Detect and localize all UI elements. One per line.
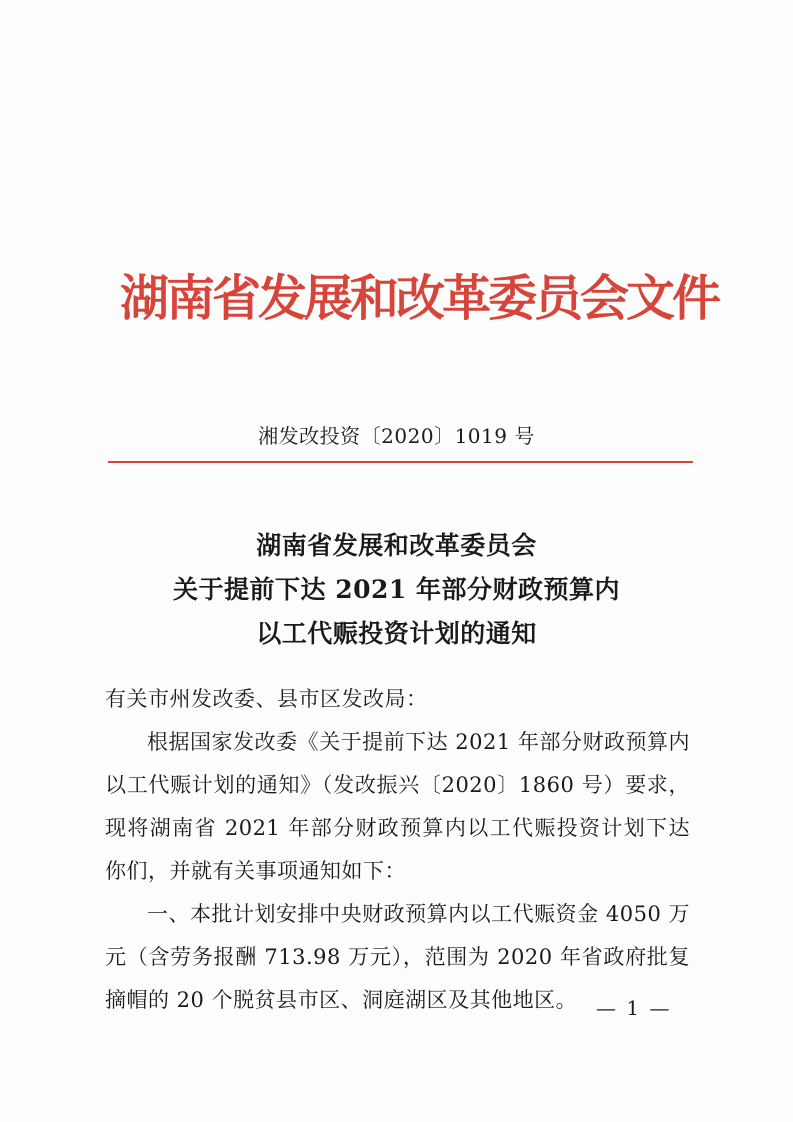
document-header-title: 湖南省发展和改革委员会文件 — [120, 269, 719, 327]
notice-title-line-2: 关于提前下达 2021 年部分财政预算内 — [173, 575, 620, 604]
page-number: — 1 — — [596, 996, 672, 1020]
notice-body — [105, 678, 690, 1022]
notice-title-line-3: 以工代赈投资计划的通知 — [256, 619, 537, 648]
notice-title — [0, 524, 793, 656]
body-paragraph-2: 一、本批计划安排中央财政预算内以工代赈资金 4050 万元（含劳务报酬 713.98 万元），范围为 2020 年省政府批复摘帽的 20 个脱贫县市区、洞庭湖区及其他地区。 — [105, 902, 690, 1012]
body-paragraph-1: 根据国家发改委《关于提前下达 2021 年部分财政预算内以工代赈计划的通知》（发改振兴〔2020〕1860 号）要求，现将湖南省 2021 年部分财政预算内以工代赈投资计划下达你们，并就有关事项通知如下： — [105, 730, 690, 883]
document-number: 湘发改投资〔2020〕1019 号 — [258, 424, 535, 448]
salutation: 有关市州发改委、县市区发改局： — [105, 687, 428, 711]
notice-title-line-1: 湖南省发展和改革委员会 — [256, 531, 537, 560]
red-divider-line — [108, 461, 693, 463]
